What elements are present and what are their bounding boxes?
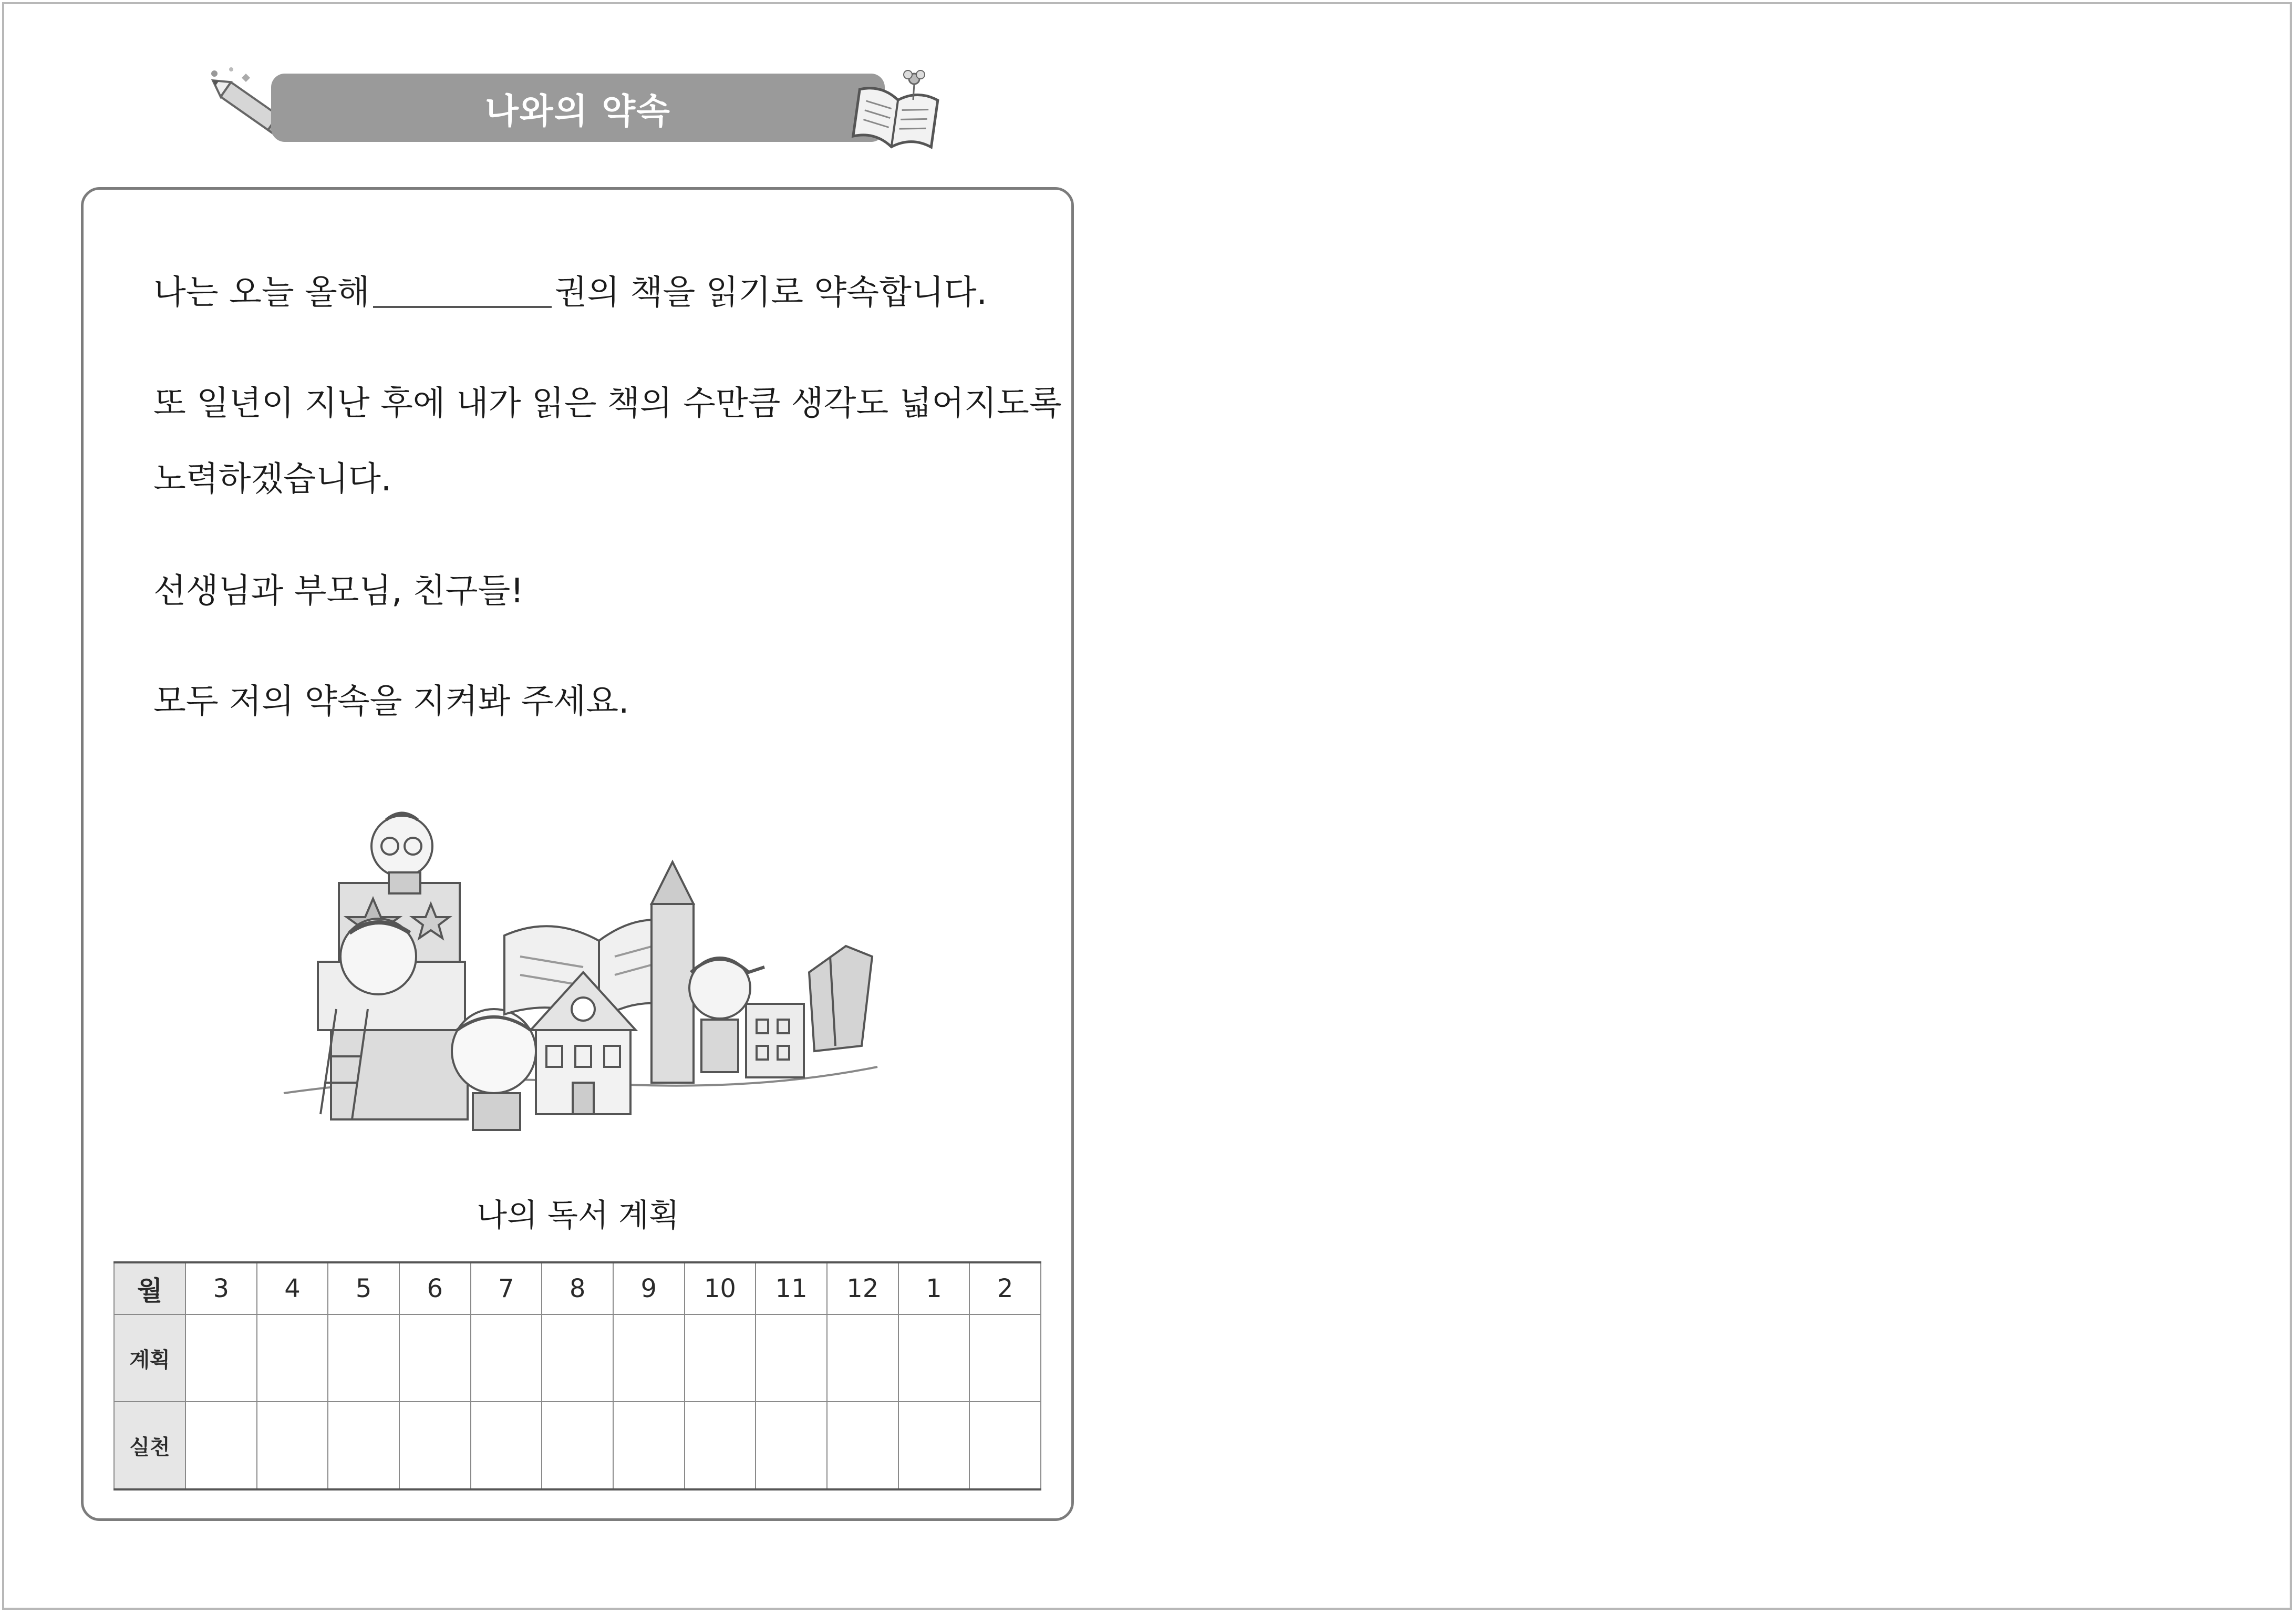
practice-cell[interactable] <box>257 1402 328 1489</box>
practice-cell[interactable] <box>399 1402 471 1489</box>
children-reading-illustration <box>273 799 883 1140</box>
month-cell: 6 <box>399 1262 471 1314</box>
month-cell: 5 <box>328 1262 399 1314</box>
pledge-line-3: 노력하겠습니다. <box>153 460 392 499</box>
practice-cell[interactable] <box>898 1402 970 1489</box>
month-cell: 1 <box>898 1262 970 1314</box>
plan-cell[interactable] <box>613 1314 685 1402</box>
practice-cell[interactable] <box>969 1402 1041 1489</box>
month-cell: 2 <box>969 1262 1041 1314</box>
plan-cell[interactable] <box>756 1314 827 1402</box>
practice-cell[interactable] <box>756 1402 827 1489</box>
book-count-blank[interactable] <box>373 306 552 308</box>
pledge-line-4: 선생님과 부모님, 친구들! <box>153 572 524 611</box>
month-cell: 7 <box>471 1262 542 1314</box>
plan-cell[interactable] <box>542 1314 613 1402</box>
plan-cell[interactable] <box>257 1314 328 1402</box>
month-cell: 10 <box>685 1262 756 1314</box>
pledge-text: 권의 책을 읽기로 약속합니다. <box>554 273 987 312</box>
practice-cell[interactable] <box>685 1402 756 1489</box>
title-banner <box>271 74 885 142</box>
plan-cell[interactable] <box>898 1314 970 1402</box>
practice-cell[interactable] <box>185 1402 257 1489</box>
plan-row-label: 계획 <box>114 1314 185 1402</box>
plan-cell[interactable] <box>969 1314 1041 1402</box>
month-header-label: 월 <box>114 1262 185 1314</box>
pledge-line-1 <box>153 272 987 314</box>
table-row <box>114 1402 1041 1489</box>
table-row <box>114 1314 1041 1402</box>
reading-plan-table <box>113 1261 1041 1490</box>
open-book-icon <box>846 63 946 158</box>
practice-cell[interactable] <box>542 1402 613 1489</box>
month-cell: 11 <box>756 1262 827 1314</box>
page-title: 나와의 약속 <box>485 90 671 131</box>
month-cell: 4 <box>257 1262 328 1314</box>
plan-cell[interactable] <box>328 1314 399 1402</box>
practice-cell[interactable] <box>613 1402 685 1489</box>
pledge-line-2: 또 일년이 지난 후에 내가 읽은 책의 수만큼 생각도 넓어지도록 <box>153 384 1062 423</box>
practice-row-label: 실천 <box>114 1402 185 1489</box>
practice-cell[interactable] <box>328 1402 399 1489</box>
practice-cell[interactable] <box>471 1402 542 1489</box>
plan-cell[interactable] <box>685 1314 756 1402</box>
pledge-line-5: 모두 저의 약속을 지켜봐 주세요. <box>153 682 629 721</box>
plan-cell[interactable] <box>399 1314 471 1402</box>
table-header-row <box>114 1262 1041 1314</box>
pledge-text: 나는 오늘 올해 <box>153 273 370 312</box>
month-cell: 3 <box>185 1262 257 1314</box>
month-cell: 12 <box>827 1262 898 1314</box>
month-cell: 9 <box>613 1262 685 1314</box>
plan-cell[interactable] <box>827 1314 898 1402</box>
month-cell: 8 <box>542 1262 613 1314</box>
reading-plan-title: 나의 독서 계획 <box>477 1197 679 1234</box>
plan-cell[interactable] <box>185 1314 257 1402</box>
plan-cell[interactable] <box>471 1314 542 1402</box>
practice-cell[interactable] <box>827 1402 898 1489</box>
